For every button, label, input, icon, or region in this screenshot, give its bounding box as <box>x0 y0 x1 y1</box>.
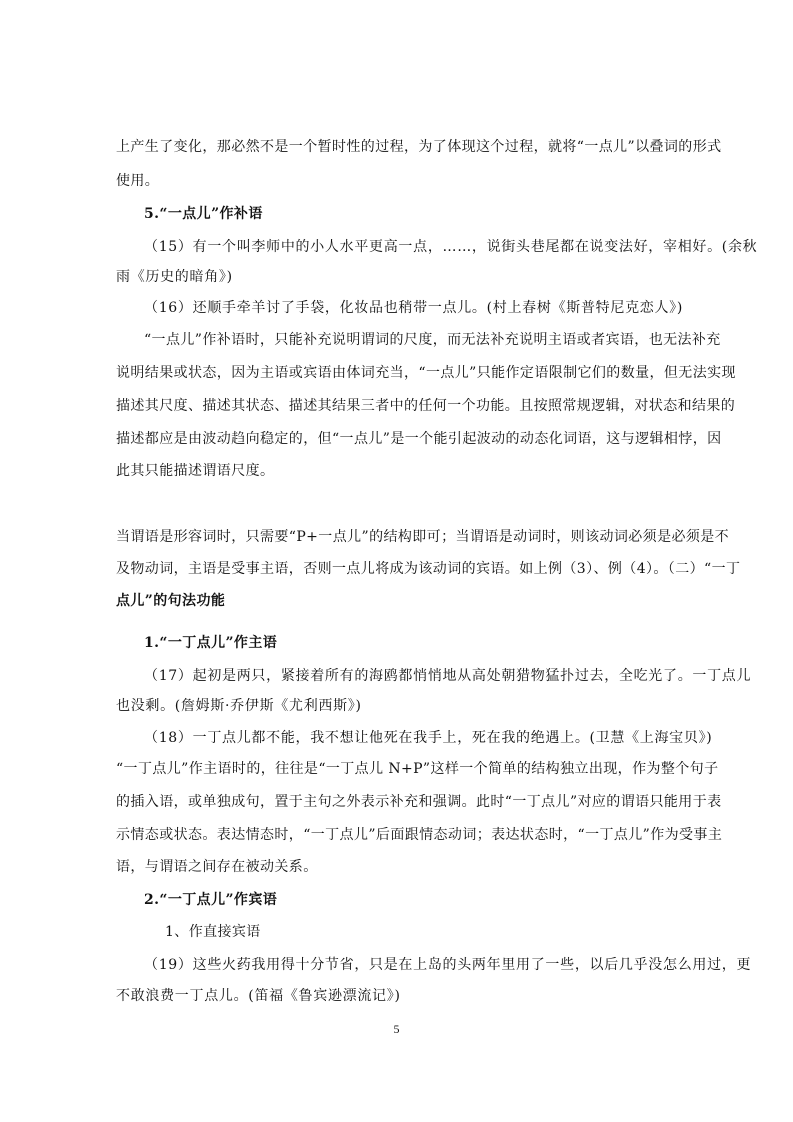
text-line: 不敢浪费一丁点儿。(笛福《鲁宾逊漂流记》) <box>116 988 401 1004</box>
text-line: 及物动词，主语是受事主语，否则一点儿将成为该动词的宾语。如上例（3）、例（4）。（二）“一丁 <box>116 561 741 577</box>
text-line: “一丁点儿”作主语时的，往往是“一丁点儿 N+P”这样一个简单的结构独立出现，作为整个句子 <box>116 761 719 777</box>
text-line: 5.“一点儿”作补语 <box>144 206 263 222</box>
text-line: （19）这些火药我用得十分节省，只是在上岛的头两年里用了一些，以后几乎没怎么用过，更 <box>144 957 752 973</box>
text-line: 雨《历史的暗角》) <box>116 269 233 285</box>
text-line: （16）还顺手牵羊讨了手袋，化妆品也稍带一点儿。(村上春树《斯普特尼克恋人》) <box>144 300 684 316</box>
text-line: 说明结果或状态，因为主语或宾语由体词充当，“一点儿”只能作定语限制它们的数量，但无法实现 <box>116 365 736 381</box>
text-line: 2.“一丁点儿”作宾语 <box>144 892 278 908</box>
text-line: 当谓语是形容词时，只需要“P+一点儿”的结构即可；当谓语是动词时，则该动词必须是必须是不 <box>116 529 730 545</box>
page-number: 5 <box>393 1022 400 1036</box>
text-line: 上产生了变化，那必然不是一个暂时性的过程，为了体现这个过程，就将“一点儿”以叠词的形式 <box>116 139 722 155</box>
text-line: 描述其尺度、描述其状态、描述其结果三者中的任何一个功能。且按照常规逻辑，对状态和结果的 <box>116 398 736 414</box>
text-line: 描述都应是由波动趋向稳定的，但“一点儿”是一个能引起波动的动态化词语，这与逻辑相悖，因 <box>116 431 722 447</box>
text-line: （17）起初是两只，紧接着所有的海鸥都悄悄地从高处朝猎物猛扑过去，全吃光了。一丁点儿 <box>144 668 752 684</box>
text-line: 也没剩。(詹姆斯·乔伊斯《尤利西斯》) <box>116 698 362 714</box>
text-line: 此其只能描述谓语尺度。 <box>116 463 275 479</box>
text-line: 1、作直接宾语 <box>165 924 261 940</box>
text-line: 示情态或状态。表达情态时，“一丁点儿”后面跟情态动词；表达状态时，“一丁点儿”作为受事主 <box>116 827 723 843</box>
text-line: 1.“一丁点儿”作主语 <box>144 635 278 651</box>
text-line: （18）一丁点儿都不能，我不想让他死在我手上，死在我的绝遇上。(卫慧《上海宝贝》) <box>144 730 713 746</box>
text-line: “一点儿”作补语时，只能补充说明谓词的尺度，而无法补充说明主语或者宾语，也无法补充 <box>144 332 721 348</box>
text-line: 的插入语，或单独成句，置于主句之外表示补充和强调。此时“一丁点儿”对应的谓语只能用于表 <box>116 794 722 810</box>
text-line: 点儿”的句法功能 <box>116 593 226 609</box>
text-line: （15）有一个叫李师中的小人水平更高一点，……，说街头巷尾都在说变法好，宰相好。(余秋 <box>144 239 758 255</box>
text-line: 语，与谓语之间存在被动关系。 <box>116 859 318 875</box>
text-line: 使用。 <box>116 173 160 189</box>
